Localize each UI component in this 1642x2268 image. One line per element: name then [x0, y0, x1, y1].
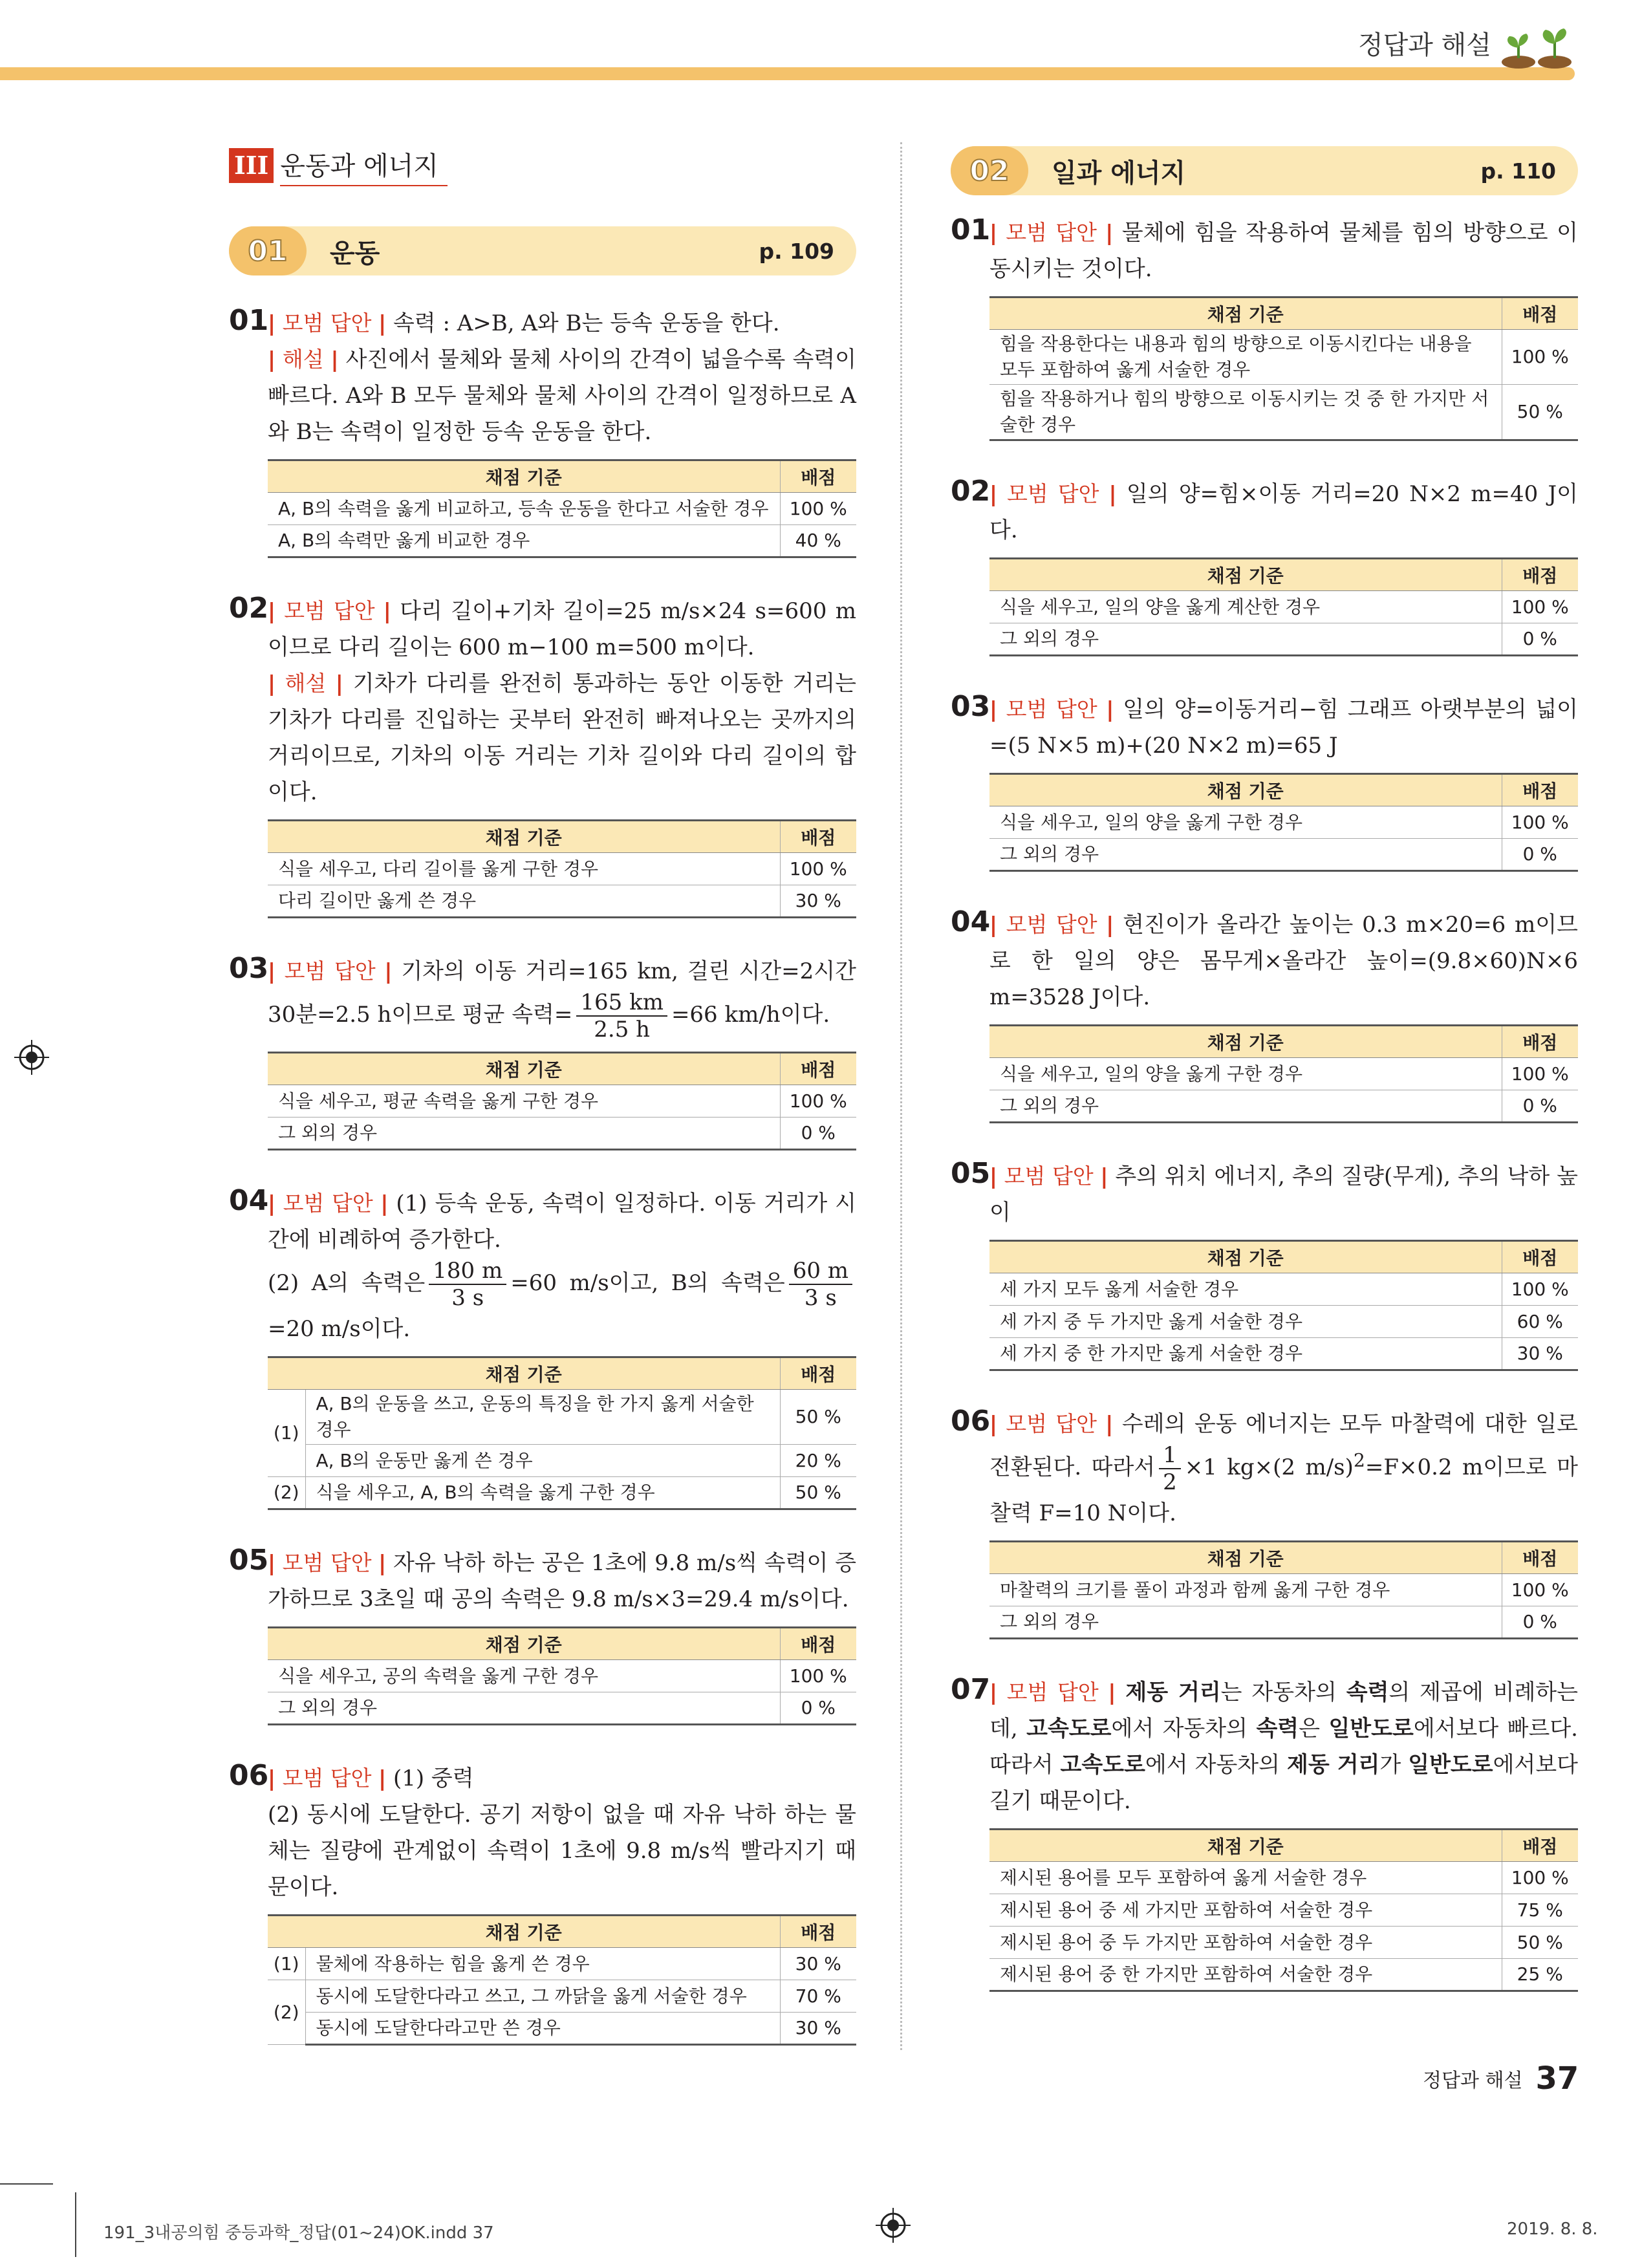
table-row: 식을 세우고, 평균 속력을 옳게 구한 경우 100 %	[268, 1085, 856, 1118]
question-number: 02	[229, 592, 269, 625]
table-row: 제시된 용어 중 세 가지만 포함하여 서술한 경우 75 %	[989, 1894, 1578, 1927]
grading-table: 채점 기준 배점 식을 세우고, 일의 양을 옳게 구한 경우 100 % 그 외의 경우 0 %	[989, 1024, 1578, 1123]
table-row: 마찰력의 크기를 풀이 과정과 함께 옳게 구한 경우 100 %	[989, 1574, 1578, 1606]
table-row: 식을 세우고, 공의 속력을 옳게 구한 경우 100 %	[268, 1660, 856, 1692]
table-row: 그 외의 경우 0 %	[268, 1118, 856, 1150]
table-row: 식을 세우고, 다리 길이를 옳게 구한 경우 100 %	[268, 853, 856, 885]
unit-heading	[229, 146, 856, 185]
question-item	[229, 1185, 856, 1510]
grading-table: 채점 기준 배점 식을 세우고, 일의 양을 옳게 계산한 경우 100 % 그 외의 경우 0 %	[989, 557, 1578, 656]
model-answer: | 모범 답안 | 추의 위치 에너지, 추의 질량(무게), 추의 낙하 높이	[989, 1163, 1578, 1226]
question-item	[951, 215, 1578, 441]
question-item	[951, 1406, 1578, 1639]
table-row: 동시에 도달한다라고만 쓴 경우 30 %	[268, 2013, 856, 2045]
table-row: 세 가지 모두 옳게 서술한 경우 100 %	[989, 1273, 1578, 1306]
section-heading-01	[229, 226, 856, 275]
header-bar	[0, 67, 1575, 80]
running-title: 정답과 해설	[1358, 30, 1491, 60]
section-number: 01	[229, 226, 307, 275]
table-row: 힘을 작용한다는 내용과 힘의 방향으로 이동시킨다는 내용을 모두 포함하여 옳게 서술한 경우 100 %	[989, 330, 1578, 385]
grading-table: 채점 기준 배점 A, B의 속력을 옳게 비교하고, 등속 운동을 한다고 서술한 경우 100 % A, B의 속력만 옳게 비교한 경우 40 %	[268, 459, 856, 558]
unit-roman-numeral: III	[229, 148, 274, 183]
table-row: 그 외의 경우 0 %	[268, 1692, 856, 1725]
table-row: 그 외의 경우 0 %	[989, 1090, 1578, 1123]
table-row: 그 외의 경우 0 %	[989, 1606, 1578, 1639]
question-item	[229, 1545, 856, 1725]
question-number: 04	[951, 905, 991, 938]
model-answer: | 모범 답안 | 현진이가 올라간 높이는 0.3 m×20=6 m이므로 한 일의 양은 몸무게×올라간 높이=(9.8×60)N×6 m=3528 J이다.	[989, 912, 1578, 1010]
explanation: | 해설 | 사진에서 물체와 물체 사이의 간격이 넓을수록 속력이 빠르다. A와 B 모두 물체와 물체 사이의 간격이 일정하므로 A와 B는 속력이 일정한 등속 운동을 한다.	[268, 347, 856, 445]
grading-table: 채점 기준 배점 힘을 작용한다는 내용과 힘의 방향으로 이동시킨다는 내용을 모두 포함하여 옳게 서술한 경우 100 % 힘을 작용하거나 힘의 방향으로 이동시키는 것 중 한 가지만 서술한 경우 50 %	[989, 296, 1578, 441]
answer-part-2: (2) A의 속력은 $\frac{180 m}{3 s}$ =60 m/s이고, B의 속력은 $\frac{60 m}{3 s}$ =20 m/s이다.	[268, 1258, 856, 1347]
model-answer: | 모범 답안 | 다리 길이+기차 길이=25 m/s×24 s=600 m이므로 다리 길이는 600 m−100 m=500 m이다.	[268, 598, 856, 660]
right-column	[951, 146, 1578, 2027]
model-answer: | 모범 답안 | 제동 거리는 자동차의 속력의 제곱에 비례하는데, 고속도로에서 자동차의 속력은 일반도로에서보다 빠르다. 따라서 고속도로에서 자동차의 제동 거리가 일반도로에서보다 길기 때문이다.	[989, 1679, 1579, 1814]
table-row: (2) 식을 세우고, A, B의 속력을 옳게 구한 경우 50 %	[268, 1477, 856, 1509]
table-row: 세 가지 중 두 가지만 옳게 서술한 경우 60 %	[989, 1306, 1578, 1338]
model-answer: | 모범 답안 | 자유 낙하 하는 공은 1초에 9.8 m/s씩 속력이 증가하므로 3초일 때 공의 속력은 9.8 m/s×3=29.4 m/s이다.	[268, 1550, 856, 1612]
table-row: A, B의 운동만 옳게 쓴 경우 20 %	[268, 1445, 856, 1477]
table-row: 세 가지 중 한 가지만 옳게 서술한 경우 30 %	[989, 1338, 1578, 1370]
answer-part-2: (2) 동시에 도달한다. 공기 저항이 없을 때 자유 낙하 하는 물체는 질량에 관계없이 속력이 1초에 9.8 m/s씩 빨라지기 때문이다.	[268, 1802, 856, 1900]
footer-label: 정답과 해설	[1423, 2069, 1523, 2092]
section-heading-02	[951, 146, 1578, 195]
left-column	[229, 146, 856, 2080]
section-title: 운동	[330, 238, 380, 268]
table-row: 다리 길이만 옳게 쓴 경우 30 %	[268, 885, 856, 918]
model-answer: | 모범 답안 | 물체에 힘을 작용하여 물체를 힘의 방향으로 이동시키는 것이다.	[989, 220, 1578, 282]
grading-table: 채점 기준 배점 (1) 물체에 작용하는 힘을 옳게 쓴 경우 30 % (2) 동시에 도달한다라고 쓰고, 그 까닭을 옳게 서술한 경우 70 % 동시에 도달한다라고만 쓴 경우 30 %	[268, 1914, 856, 2046]
fraction: $\frac{180 m}{3 s}$	[429, 1258, 506, 1311]
crop-mark	[75, 2192, 76, 2257]
question-item	[951, 691, 1578, 872]
table-row: 식을 세우고, 일의 양을 옳게 계산한 경우 100 %	[989, 591, 1578, 623]
model-answer: | 모범 답안 | 속력 : A>B, A와 B는 등속 운동을 한다.	[268, 310, 780, 336]
question-number: 05	[951, 1157, 991, 1190]
table-row: 식을 세우고, 일의 양을 옳게 구한 경우 100 %	[989, 1058, 1578, 1090]
table-row: 그 외의 경우 0 %	[989, 623, 1578, 656]
section-title: 일과 에너지	[1052, 158, 1186, 188]
table-row: 식을 세우고, 일의 양을 옳게 구한 경우 100 %	[989, 806, 1578, 839]
question-number: 04	[229, 1184, 269, 1217]
question-number: 06	[229, 1759, 269, 1792]
question-item	[951, 476, 1578, 656]
sprout-icon	[1500, 27, 1573, 69]
question-number: 05	[229, 1544, 269, 1577]
explanation: | 해설 | 기차가 다리를 완전히 통과하는 동안 이동한 거리는 기차가 다리를 진입하는 곳부터 완전히 빠져나오는 곳까지의 거리이므로, 기차의 이동 거리는 기차 길이와 다리 길이의 합이다.	[268, 671, 856, 805]
question-item	[229, 1760, 856, 2046]
model-answer: | 모범 답안 | 일의 양=힘×이동 거리=20 N×2 m=40 J이다.	[989, 481, 1578, 543]
grading-table: 채점 기준 배점 식을 세우고, 다리 길이를 옳게 구한 경우 100 % 다리 길이만 옳게 쓴 경우 30 %	[268, 819, 856, 918]
table-row: A, B의 속력을 옳게 비교하고, 등속 운동을 한다고 서술한 경우 100 %	[268, 493, 856, 525]
question-item	[951, 1158, 1578, 1371]
page-footer	[1423, 2060, 1579, 2097]
grading-table: 채점 기준 배점 마찰력의 크기를 풀이 과정과 함께 옳게 구한 경우 100 % 그 외의 경우 0 %	[989, 1540, 1578, 1639]
grading-table: 채점 기준 배점 식을 세우고, 공의 속력을 옳게 구한 경우 100 % 그 외의 경우 0 %	[268, 1626, 856, 1725]
model-answer: | 모범 답안 | 기차의 이동 거리=165 km, 걸린 시간=2시간 30분=2.5 h이므로 평균 속력= $\frac{165 km}{2.5 h}$ =66 km/h이다.	[268, 958, 856, 1042]
crop-mark	[0, 2183, 53, 2185]
question-item	[229, 593, 856, 918]
grading-table: 채점 기준 배점 식을 세우고, 일의 양을 옳게 구한 경우 100 % 그 외의 경우 0 %	[989, 773, 1578, 872]
table-row: 제시된 용어를 모두 포함하여 옳게 서술한 경우 100 %	[989, 1862, 1578, 1894]
question-number: 07	[951, 1673, 991, 1706]
fraction: $\frac{1}{2}$	[1159, 1442, 1181, 1495]
section-page-ref: p. 110	[1480, 158, 1556, 184]
grading-table: 채점 기준 배점 (1) A, B의 운동을 쓰고, 운동의 특징을 한 가지 옳게 서술한 경우 50 % A, B의 운동만 옳게 쓴 경우 20 % (2) 식을 세우고, A, B의 속력을 옳게 구한 경우 50 %	[268, 1356, 856, 1510]
print-slug-filename: 191_3내공의힘 중등과학_정답(01~24)OK.indd 37	[103, 2223, 494, 2243]
question-item	[229, 305, 856, 558]
registration-mark-icon	[876, 2208, 911, 2243]
question-item	[951, 1674, 1578, 1992]
question-number: 02	[951, 475, 991, 508]
unit-title: 운동과 에너지	[280, 146, 448, 186]
table-row: A, B의 속력만 옳게 비교한 경우 40 %	[268, 525, 856, 557]
question-item	[229, 953, 856, 1150]
print-slug-date: 2019. 8. 8.	[1507, 2219, 1598, 2239]
fraction: $\frac{165 km}{2.5 h}$	[576, 989, 667, 1042]
table-row: 제시된 용어 중 두 가지만 포함하여 서술한 경우 50 %	[989, 1927, 1578, 1959]
model-answer: | 모범 답안 | 일의 양=이동거리−힘 그래프 아랫부분의 넓이=(5 N×5 m)+(20 N×2 m)=65 J	[989, 697, 1578, 759]
question-number: 03	[951, 690, 991, 723]
page-number: 37	[1535, 2060, 1579, 2097]
table-row: (2) 동시에 도달한다라고 쓰고, 그 까닭을 옳게 서술한 경우 70 %	[268, 1980, 856, 2013]
section-page-ref: p. 109	[759, 238, 834, 264]
grading-table: 채점 기준 배점 제시된 용어를 모두 포함하여 옳게 서술한 경우 100 % 제시된 용어 중 세 가지만 포함하여 서술한 경우 75 % 제시된 용어 중 두 가지만 포함하여 서술한 경우 50 % 제시된 용어 중 한 가지만 포함하여 서술한 경우 25 %	[989, 1828, 1578, 1992]
model-answer: | 모범 답안 | 수레의 운동 에너지는 모두 마찰력에 대한 일로 전환된다. 따라서 $\frac{1}{2}$ ×1 kg×(2 m/s)$^2$=F×0.2 m이므로 마찰력 F=10 N이다.	[989, 1411, 1578, 1526]
question-number: 03	[229, 952, 269, 985]
table-row: (1) A, B의 운동을 쓰고, 운동의 특징을 한 가지 옳게 서술한 경우 50 %	[268, 1390, 856, 1445]
model-answer: | 모범 답안 | (1) 중력	[268, 1766, 474, 1791]
table-row: 그 외의 경우 0 %	[989, 839, 1578, 871]
grading-table: 채점 기준 배점 세 가지 모두 옳게 서술한 경우 100 % 세 가지 중 두 가지만 옳게 서술한 경우 60 % 세 가지 중 한 가지만 옳게 서술한 경우 30 %	[989, 1240, 1578, 1371]
question-number: 01	[951, 213, 991, 246]
fraction: $\frac{60 m}{3 s}$	[789, 1258, 852, 1311]
question-number: 01	[229, 304, 269, 337]
grading-table: 채점 기준 배점 식을 세우고, 평균 속력을 옳게 구한 경우 100 % 그 외의 경우 0 %	[268, 1052, 856, 1150]
question-number: 06	[951, 1405, 991, 1438]
section-number: 02	[951, 146, 1028, 195]
column-divider	[900, 142, 902, 2050]
registration-mark-icon	[14, 1040, 49, 1075]
table-row: (1) 물체에 작용하는 힘을 옳게 쓴 경우 30 %	[268, 1948, 856, 1980]
model-answer: | 모범 답안 | (1) 등속 운동, 속력이 일정하다. 이동 거리가 시간에 비례하여 증가한다.	[268, 1191, 856, 1253]
table-row: 힘을 작용하거나 힘의 방향으로 이동시키는 것 중 한 가지만 서술한 경우 50 %	[989, 385, 1578, 440]
question-item	[951, 907, 1578, 1123]
table-row: 제시된 용어 중 한 가지만 포함하여 서술한 경우 25 %	[989, 1959, 1578, 1991]
